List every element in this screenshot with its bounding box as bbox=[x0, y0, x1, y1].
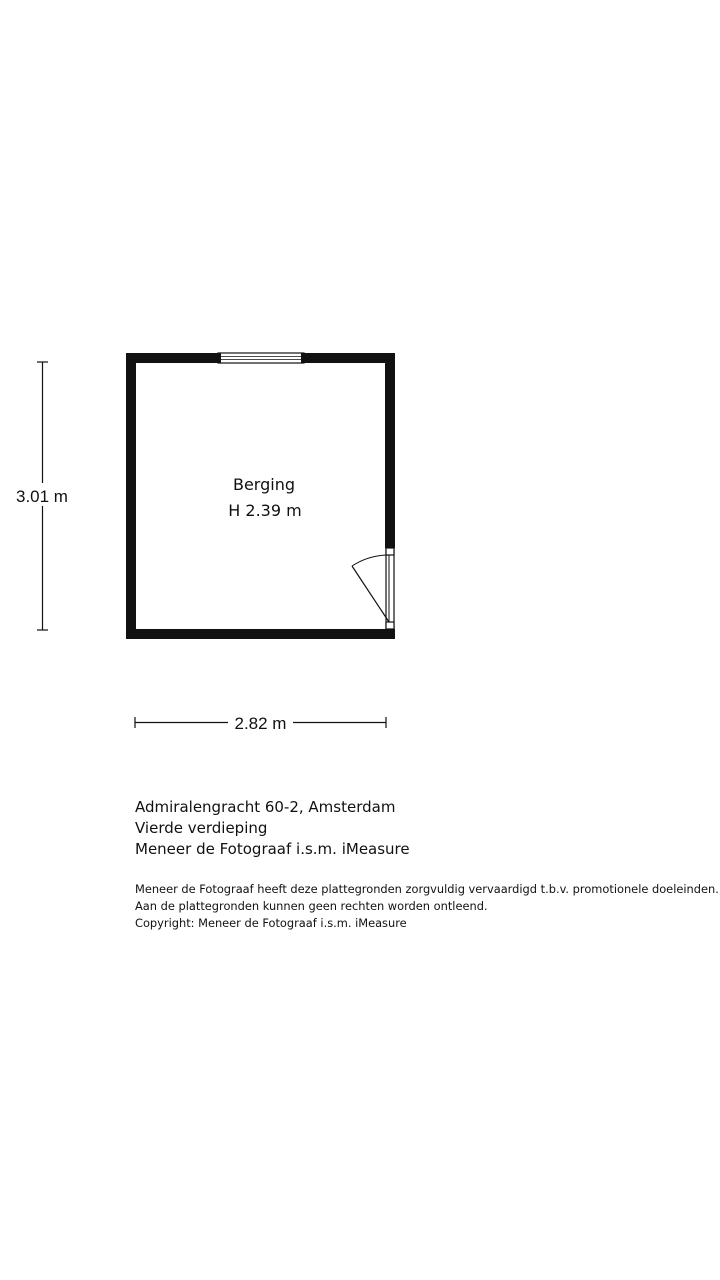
disclaimer bbox=[135, 881, 719, 932]
room-name: Berging bbox=[232, 475, 296, 494]
wall-bottom bbox=[126, 629, 395, 639]
wall-top-right bbox=[304, 353, 395, 363]
wall-top-left bbox=[126, 353, 218, 363]
property-info bbox=[135, 797, 410, 860]
horizontal-dimension bbox=[135, 714, 386, 733]
dimension-width-label: 2.82 m bbox=[234, 714, 287, 733]
vertical-dimension bbox=[16, 362, 68, 630]
wall-right-upper bbox=[385, 353, 395, 548]
room-height: H 2.39 m bbox=[228, 501, 302, 520]
dimension-height-label: 3.01 m bbox=[16, 487, 68, 506]
disclaimer-line-2: Aan de plattegronden kunnen geen rechten worden ontleend. bbox=[135, 899, 488, 913]
door bbox=[352, 548, 394, 629]
credit-line: Meneer de Fotograaf i.s.m. iMeasure bbox=[135, 840, 410, 858]
floor-line: Vierde verdieping bbox=[135, 819, 268, 837]
room-walls bbox=[126, 353, 395, 639]
wall-left bbox=[126, 353, 136, 639]
window bbox=[216, 353, 306, 363]
disclaimer-line-1: Meneer de Fotograaf heeft deze plattegronden zorgvuldig vervaardigd t.b.v. promotionele doeleinden. bbox=[135, 882, 719, 896]
disclaimer-line-3: Copyright: Meneer de Fotograaf i.s.m. iMeasure bbox=[135, 916, 407, 930]
address-line: Admiralengracht 60-2, Amsterdam bbox=[135, 798, 396, 816]
